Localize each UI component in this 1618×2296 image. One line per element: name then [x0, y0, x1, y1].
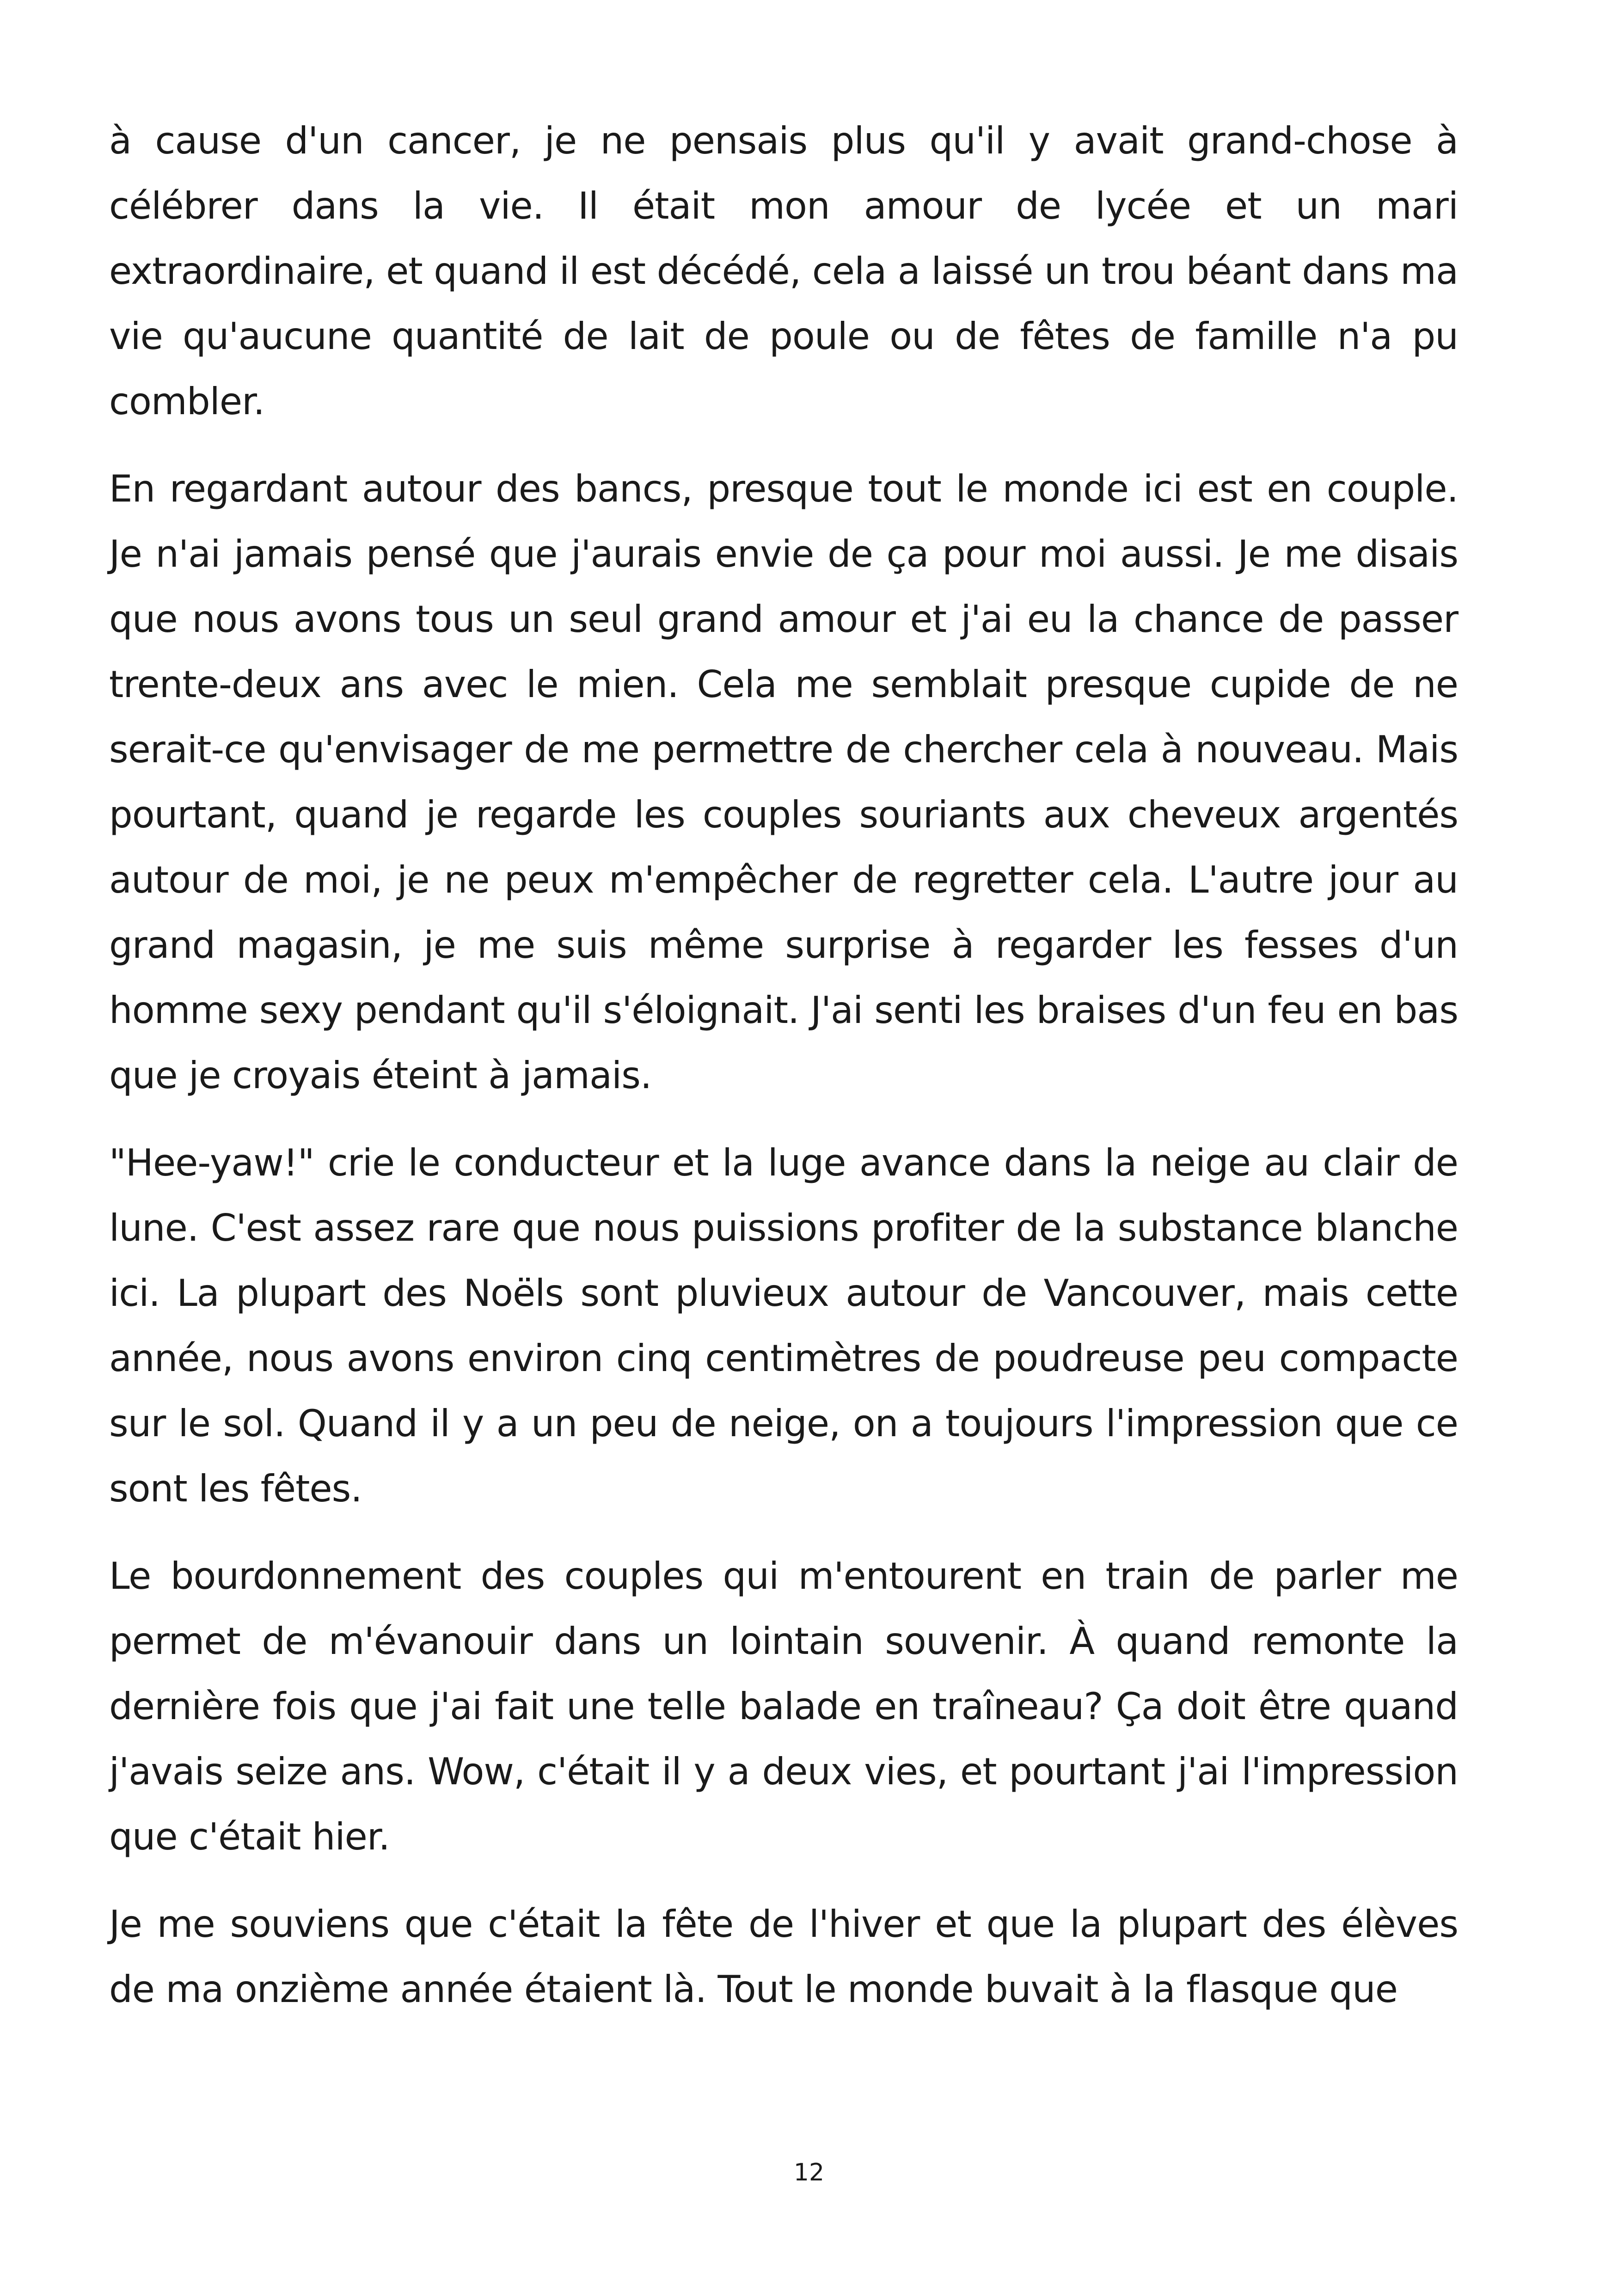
paragraph-5: Je me souviens que c'était la fête de l'hiver et que la plupart des élèves de ma onzième année étaient là. Tout le monde buvait à la flasque que	[109, 1903, 1458, 2011]
body-text	[109, 108, 1458, 2044]
paragraph-3: "Hee-yaw!" crie le conducteur et la luge avance dans la neige au clair de lune. C'est assez rare que nous puissions profiter de la substance blanche ici. La plupart des Noëls sont pluvieux autour de Vancouver, mais cette année, nous avons environ cinq centimètres de poudreuse peu compacte sur le sol. Quand il y a un peu de neige, on a toujours l'impression que ce sont les fêtes.	[109, 1141, 1458, 1510]
paragraph-1: à cause d'un cancer, je ne pensais plus qu'il y avait grand-chose à célébrer dans la vie. Il était mon amour de lycée et un mari extraordinaire, et quand il est décédé, cela a laissé un trou béant dans ma vie qu'aucune quantité de lait de poule ou de fêtes de famille n'a pu combler.	[109, 119, 1458, 423]
paragraph-4: Le bourdonnement des couples qui m'entourent en train de parler me permet de m'évanouir dans un lointain souvenir. À quand remonte la dernière fois que j'ai fait une telle balade en traîneau? Ça doit être quand j'avais seize ans. Wow, c'était il y a deux vies, et pourtant j'ai l'impression que c'était hier.	[109, 1555, 1458, 1858]
paragraph-2: En regardant autour des bancs, presque tout le monde ici est en couple. Je n'ai jamais pensé que j'aurais envie de ça pour moi aussi. Je me disais que nous avons tous un seul grand amour et j'ai eu la chance de passer trente-deux ans avec le mien. Cela me semblait presque cupide de ne serait-ce qu'envisager de me permettre de chercher cela à nouveau. Mais pourtant, quand je regarde les couples souriants aux cheveux argentés autour de moi, je ne peux m'empêcher de regretter cela. L'autre jour au grand magasin, je me suis même surprise à regarder les fesses d'un homme sexy pendant qu'il s'éloignait. J'ai senti les braises d'un feu en bas que je croyais éteint à jamais.	[109, 467, 1458, 1097]
page-number: 12	[793, 2159, 825, 2186]
